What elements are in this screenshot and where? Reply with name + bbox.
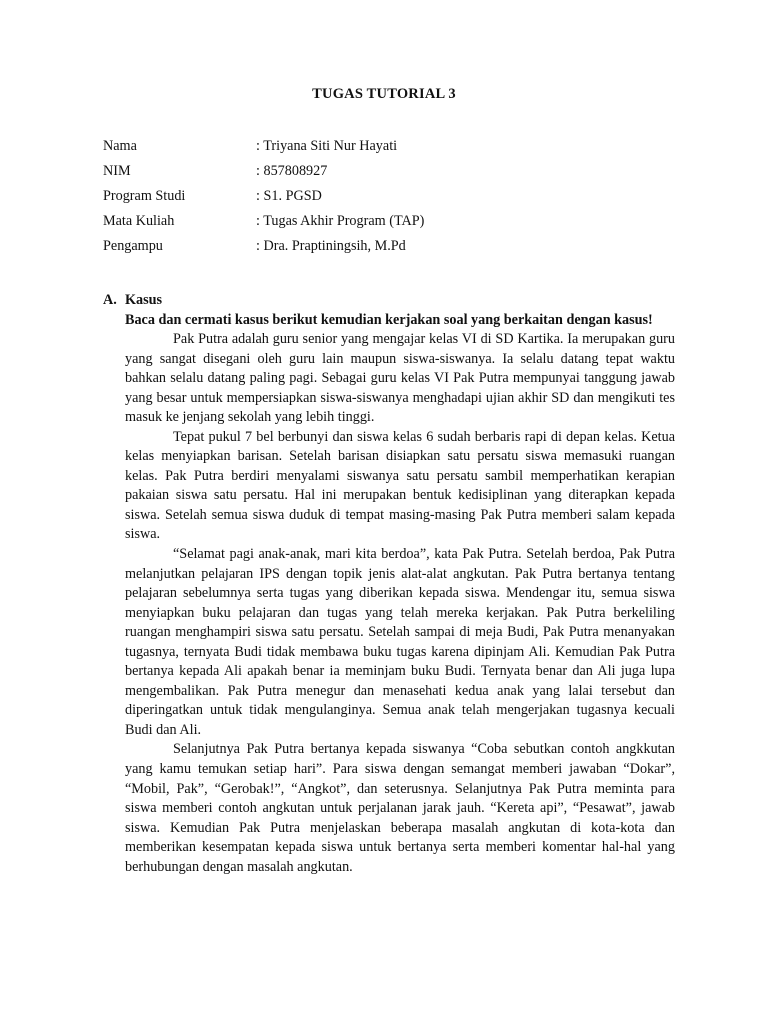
instruction-text: Baca dan cermati kasus berikut kemudian kerjakan soal yang berkaitan dengan kasus! xyxy=(125,312,653,328)
info-value: : Tugas Akhir Program (TAP) xyxy=(256,213,425,229)
info-row-mata-kuliah xyxy=(103,212,683,237)
info-value: : Dra. Praptiningsih, M.Pd xyxy=(256,238,406,254)
student-info xyxy=(103,137,683,262)
document-title: TUGAS TUTORIAL 3 xyxy=(312,86,456,102)
info-value: : Triyana Siti Nur Hayati xyxy=(256,138,398,154)
info-label: NIM xyxy=(103,163,131,179)
info-row-pengampu xyxy=(103,237,683,262)
info-row-nim xyxy=(103,162,683,187)
info-value: : 857808927 xyxy=(256,163,328,179)
info-row-nama xyxy=(103,137,683,162)
section-body xyxy=(125,310,675,877)
info-row-program-studi xyxy=(103,187,683,212)
case-paragraph: Tepat pukul 7 bel berbunyi dan siswa kelas 6 sudah berbaris rapi di depan kelas. Ketua kelas menyiapkan barisan. Setelah barisan disiapkan satu persatu siswa memasuki ruangan kelas. Pak Putra berdiri menyalami siswanya satu persatu sambil memperhatikan kerapian pakaian siswa satu persatu. Hal ini merupakan bentuk kedisiplinan yang diterapkan kepada siswa. Setelah semua siswa duduk di tempat masing-masing Pak Putra memberi salam kepada siswa. xyxy=(125,428,675,543)
info-label: Pengampu xyxy=(103,238,163,254)
case-paragraph: Selanjutnya Pak Putra bertanya kepada siswanya “Coba sebutkan contoh angkkutan yang kamu temukan setiap hari”. Para siswa dengan semangat memberi jawaban “Dokar”, “Mobil, Pak”, “Gerobak!”, “Angkot”, dan seterusnya. Selanjutnya Pak Putra meminta para siswa memberi contoh angkutan untuk perjalanan jarak jauh. “Kereta api”, “Pesawat”, jawab siswa. Kemudian Pak Putra menjelaskan beberapa masalah angkutan di kota-kota dan memberikan kesempatan kepada siswa untuk bertanya serta memberi komentar hal-hal yang berhubungan dengan masalah angkutan. xyxy=(125,741,675,875)
section-heading xyxy=(103,290,675,310)
info-value: : S1. PGSD xyxy=(256,188,322,204)
section-title: Kasus xyxy=(125,292,163,308)
section-kasus xyxy=(103,290,675,877)
section-letter: A. xyxy=(103,292,117,308)
info-label: Program Studi xyxy=(103,188,186,204)
case-paragraph: Pak Putra adalah guru senior yang mengajar kelas VI di SD Kartika. Ia merupakan guru yang sangat disegani oleh guru lain maupun siswa-siswanya. Ia selalu datang tepat waktu bahkan selalu datang paling pagi. Sebagai guru kelas VI Pak Putra mempunyai tanggung jawab yang besar untuk mempersiapkan siswa-siswanya menghadapi ujian akhir SD dan mengikuti tes masuk ke jenjang sekolah yang lebih tinggi. xyxy=(125,331,675,426)
case-paragraph: “Selamat pagi anak-anak, mari kita berdoa”, kata Pak Putra. Setelah berdoa, Pak Putra melanjutkan pelajaran IPS dengan topik jenis alat-alat angkutan. Pak Putra bertanya tentang pelajaran sebelumnya serta tugas yang diberikan kepada siswa. Mendengar itu, semua siswa menyiapkan buku pelajaran dan tugas yang telah mereka kerjakan. Pak Putra berkeliling ruangan menghampiri siswa satu persatu. Setelah sampai di meja Budi, Pak Putra menanyakan tugasnya, ternyata Budi tidak membawa buku tugas karena dipinjam Ali. Kemudian Pak Putra bertanya kepada Ali apakah benar ia meminjam buku Budi. Ternyata benar dan Ali juga lupa mengembalikan. Pak Putra menegur dan menasehati kedua anak yang lalai tersebut dan diperingatkan untuk tidak mengulanginya. Semua anak telah mengerjakan tugasnya kecuali Budi dan Ali. xyxy=(125,546,675,738)
info-label: Mata Kuliah xyxy=(103,213,175,229)
info-label: Nama xyxy=(103,138,137,154)
